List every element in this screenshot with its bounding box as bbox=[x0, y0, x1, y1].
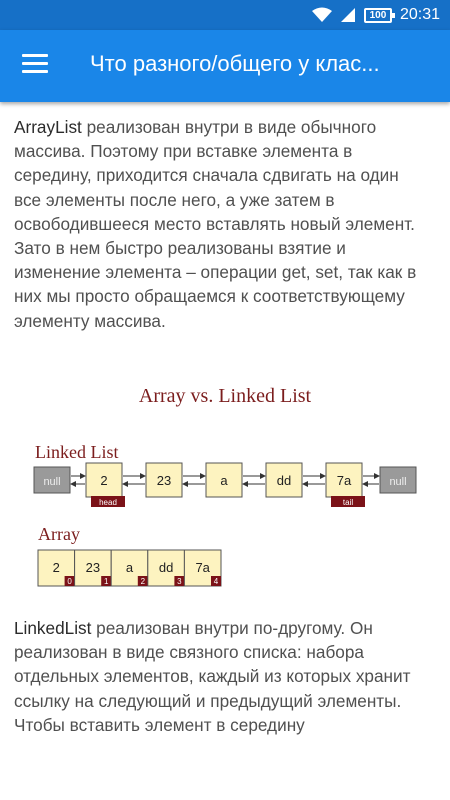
array-index-label: 4 bbox=[213, 577, 219, 586]
head-tag-label: head bbox=[99, 498, 117, 507]
status-icons bbox=[312, 0, 440, 30]
array-cell-label: 23 bbox=[85, 560, 101, 575]
wifi-icon bbox=[312, 7, 332, 23]
array-cell-label: a bbox=[125, 560, 134, 575]
tail-tag-label: tail bbox=[342, 498, 354, 507]
linked-node-label: dd bbox=[276, 473, 292, 488]
array-label: Array bbox=[38, 524, 80, 544]
linked-list-group bbox=[34, 463, 416, 507]
app-bar bbox=[0, 30, 450, 102]
array-index-label: 0 bbox=[67, 577, 72, 586]
array-vs-linked-list-diagram bbox=[0, 380, 450, 600]
null-left-label: null bbox=[43, 476, 61, 488]
linked-node-label: a bbox=[220, 473, 228, 488]
linked-list-label: Linked List bbox=[35, 442, 119, 462]
page-title: Что разного/общего у клас... bbox=[90, 51, 380, 76]
array-cell-label: 2 bbox=[52, 560, 60, 575]
array-cell-label: dd bbox=[158, 560, 174, 575]
array-cell-label: 7a bbox=[195, 560, 210, 575]
paragraph-linkedlist bbox=[14, 616, 424, 737]
clock: 20:31 bbox=[399, 6, 440, 23]
null-right-label: null bbox=[389, 476, 407, 488]
paragraph-text: реализован внутри в виде обычного массива. Поэтому при вставке элемента в середину, приходится сначала сдвигать на один все элементы после него, а уже затем в освободившееся место вставлять новый элемент. Зато в нем быстро реализованы взятие и изменение элемента – операции get, set, так как в них мы просто обращаемся к соответствующему элементу массива. bbox=[14, 117, 417, 331]
linked-node-label: 23 bbox=[156, 473, 172, 488]
array-index-label: 2 bbox=[140, 577, 146, 586]
array-group bbox=[38, 550, 221, 586]
term-arraylist: ArrayList bbox=[14, 117, 82, 137]
battery-icon: 100 bbox=[364, 8, 392, 23]
signal-icon bbox=[340, 7, 356, 23]
linked-node-label: 2 bbox=[100, 473, 108, 488]
paragraph-arraylist bbox=[14, 115, 424, 333]
linked-node-label: 7a bbox=[336, 473, 352, 488]
paragraph-text: реализован внутри по-другому. Он реализован в виде связного списка: набора отдельных элементов, каждый из которых хранит ссылку на следующий и предыдущий элементы. Чтобы вставить элемент в середину bbox=[14, 618, 411, 735]
term-linkedlist: LinkedList bbox=[14, 618, 92, 638]
array-index-label: 3 bbox=[177, 577, 182, 586]
diagram-title: Array vs. Linked List bbox=[138, 385, 312, 407]
menu-icon[interactable] bbox=[22, 54, 48, 76]
array-index-label: 1 bbox=[103, 577, 109, 586]
status-bar bbox=[0, 0, 450, 30]
